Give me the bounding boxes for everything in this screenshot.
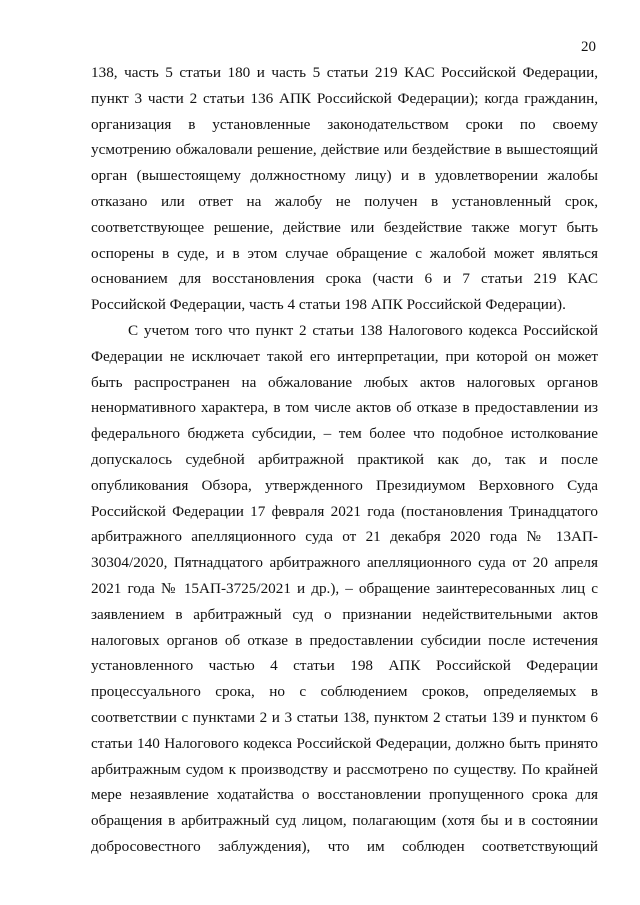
text-line: ненормативного характера, в том числе актов об отказе в предоставлении из [91, 399, 598, 417]
text-line: обращения в арбитражный суд лицом, полагающим (хотя бы и в состоянии [91, 812, 598, 830]
text-line: федерального бюджета субсидии, – тем более что подобное истолкование [91, 425, 598, 443]
text-line: 138, часть 5 статьи 180 и часть 5 статьи 219 КАС Российской Федерации, [91, 64, 598, 81]
text-line: Федерации не исключает такой его интерпретации, при которой он может [91, 347, 598, 365]
text-line: арбитражного апелляционного суда от 21 декабря 2020 года № 13АП- [91, 528, 598, 546]
text-line: Российской Федерации, часть 4 статьи 198 АПК Российской Федерации). [91, 296, 566, 314]
paragraph-1 [91, 60, 598, 318]
text-line: статьи 140 Налогового кодекса Российской Федерации, должно быть принято [91, 734, 598, 752]
text-line: допускалось судебной арбитражной практикой как до, так и после [91, 450, 598, 468]
paragraph-2 [91, 318, 598, 860]
text-line: основанием для восстановления срока (части 6 и 7 статьи 219 КАС [91, 270, 598, 288]
text-line: Российской Федерации 17 февраля 2021 года (постановления Тринадцатого [91, 502, 598, 520]
text-line: пункт 3 части 2 статьи 136 АПК Российской Федерации); когда гражданин, [91, 89, 598, 107]
text-line: орган (вышестоящему должностному лицу) и в удовлетворении жалобы [91, 167, 598, 185]
document-body [91, 60, 598, 860]
page-number: 20 [581, 39, 596, 55]
text-line: соответствии с пунктами 2 и 3 статьи 138, пунктом 2 статьи 139 и пунктом 6 [91, 708, 598, 726]
text-line: 2021 года № 15АП-3725/2021 и др.), – обращение заинтересованных лиц с [91, 579, 598, 597]
text-line: С учетом того что пункт 2 статьи 138 Налогового кодекса Российской [128, 321, 598, 339]
text-line: отказано или ответ на жалобу не получен в установленный срок, [91, 192, 598, 210]
text-line: соответствующее решение, действие или бездействие также могут быть [91, 218, 598, 236]
text-line: процессуального срока, но с соблюдением сроков, определяемых в [91, 683, 598, 701]
text-line: усмотрению обжаловали решение, действие или бездействие в вышестоящий [91, 141, 598, 159]
text-line: быть распространен на обжалование любых актов налоговых органов [91, 373, 598, 391]
text-line: опубликования Обзора, утвержденного Президиумом Верховного Суда [91, 476, 598, 494]
text-line: налоговых органов об отказе в предоставлении субсидии после истечения [91, 631, 598, 649]
text-line: 30304/2020, Пятнадцатого арбитражного апелляционного суда от 20 апреля [91, 554, 598, 572]
text-line: мере незаявление ходатайства о восстановлении пропущенного срока для [91, 786, 598, 804]
text-line: арбитражным судом к производству и рассмотрено по существу. По крайней [91, 760, 598, 778]
text-line: добросовестного заблуждения), что им соблюден соответствующий [91, 837, 598, 855]
text-line: заявлением в арбитражный суд о признании недействительными актов [91, 605, 598, 623]
text-line: установленного частью 4 статьи 198 АПК Российской Федерации [91, 657, 598, 675]
text-line: организация в установленные законодательством сроки по своему [91, 115, 598, 133]
text-line: оспорены в суде, и в этом случае обращение с жалобой может являться [91, 244, 598, 262]
